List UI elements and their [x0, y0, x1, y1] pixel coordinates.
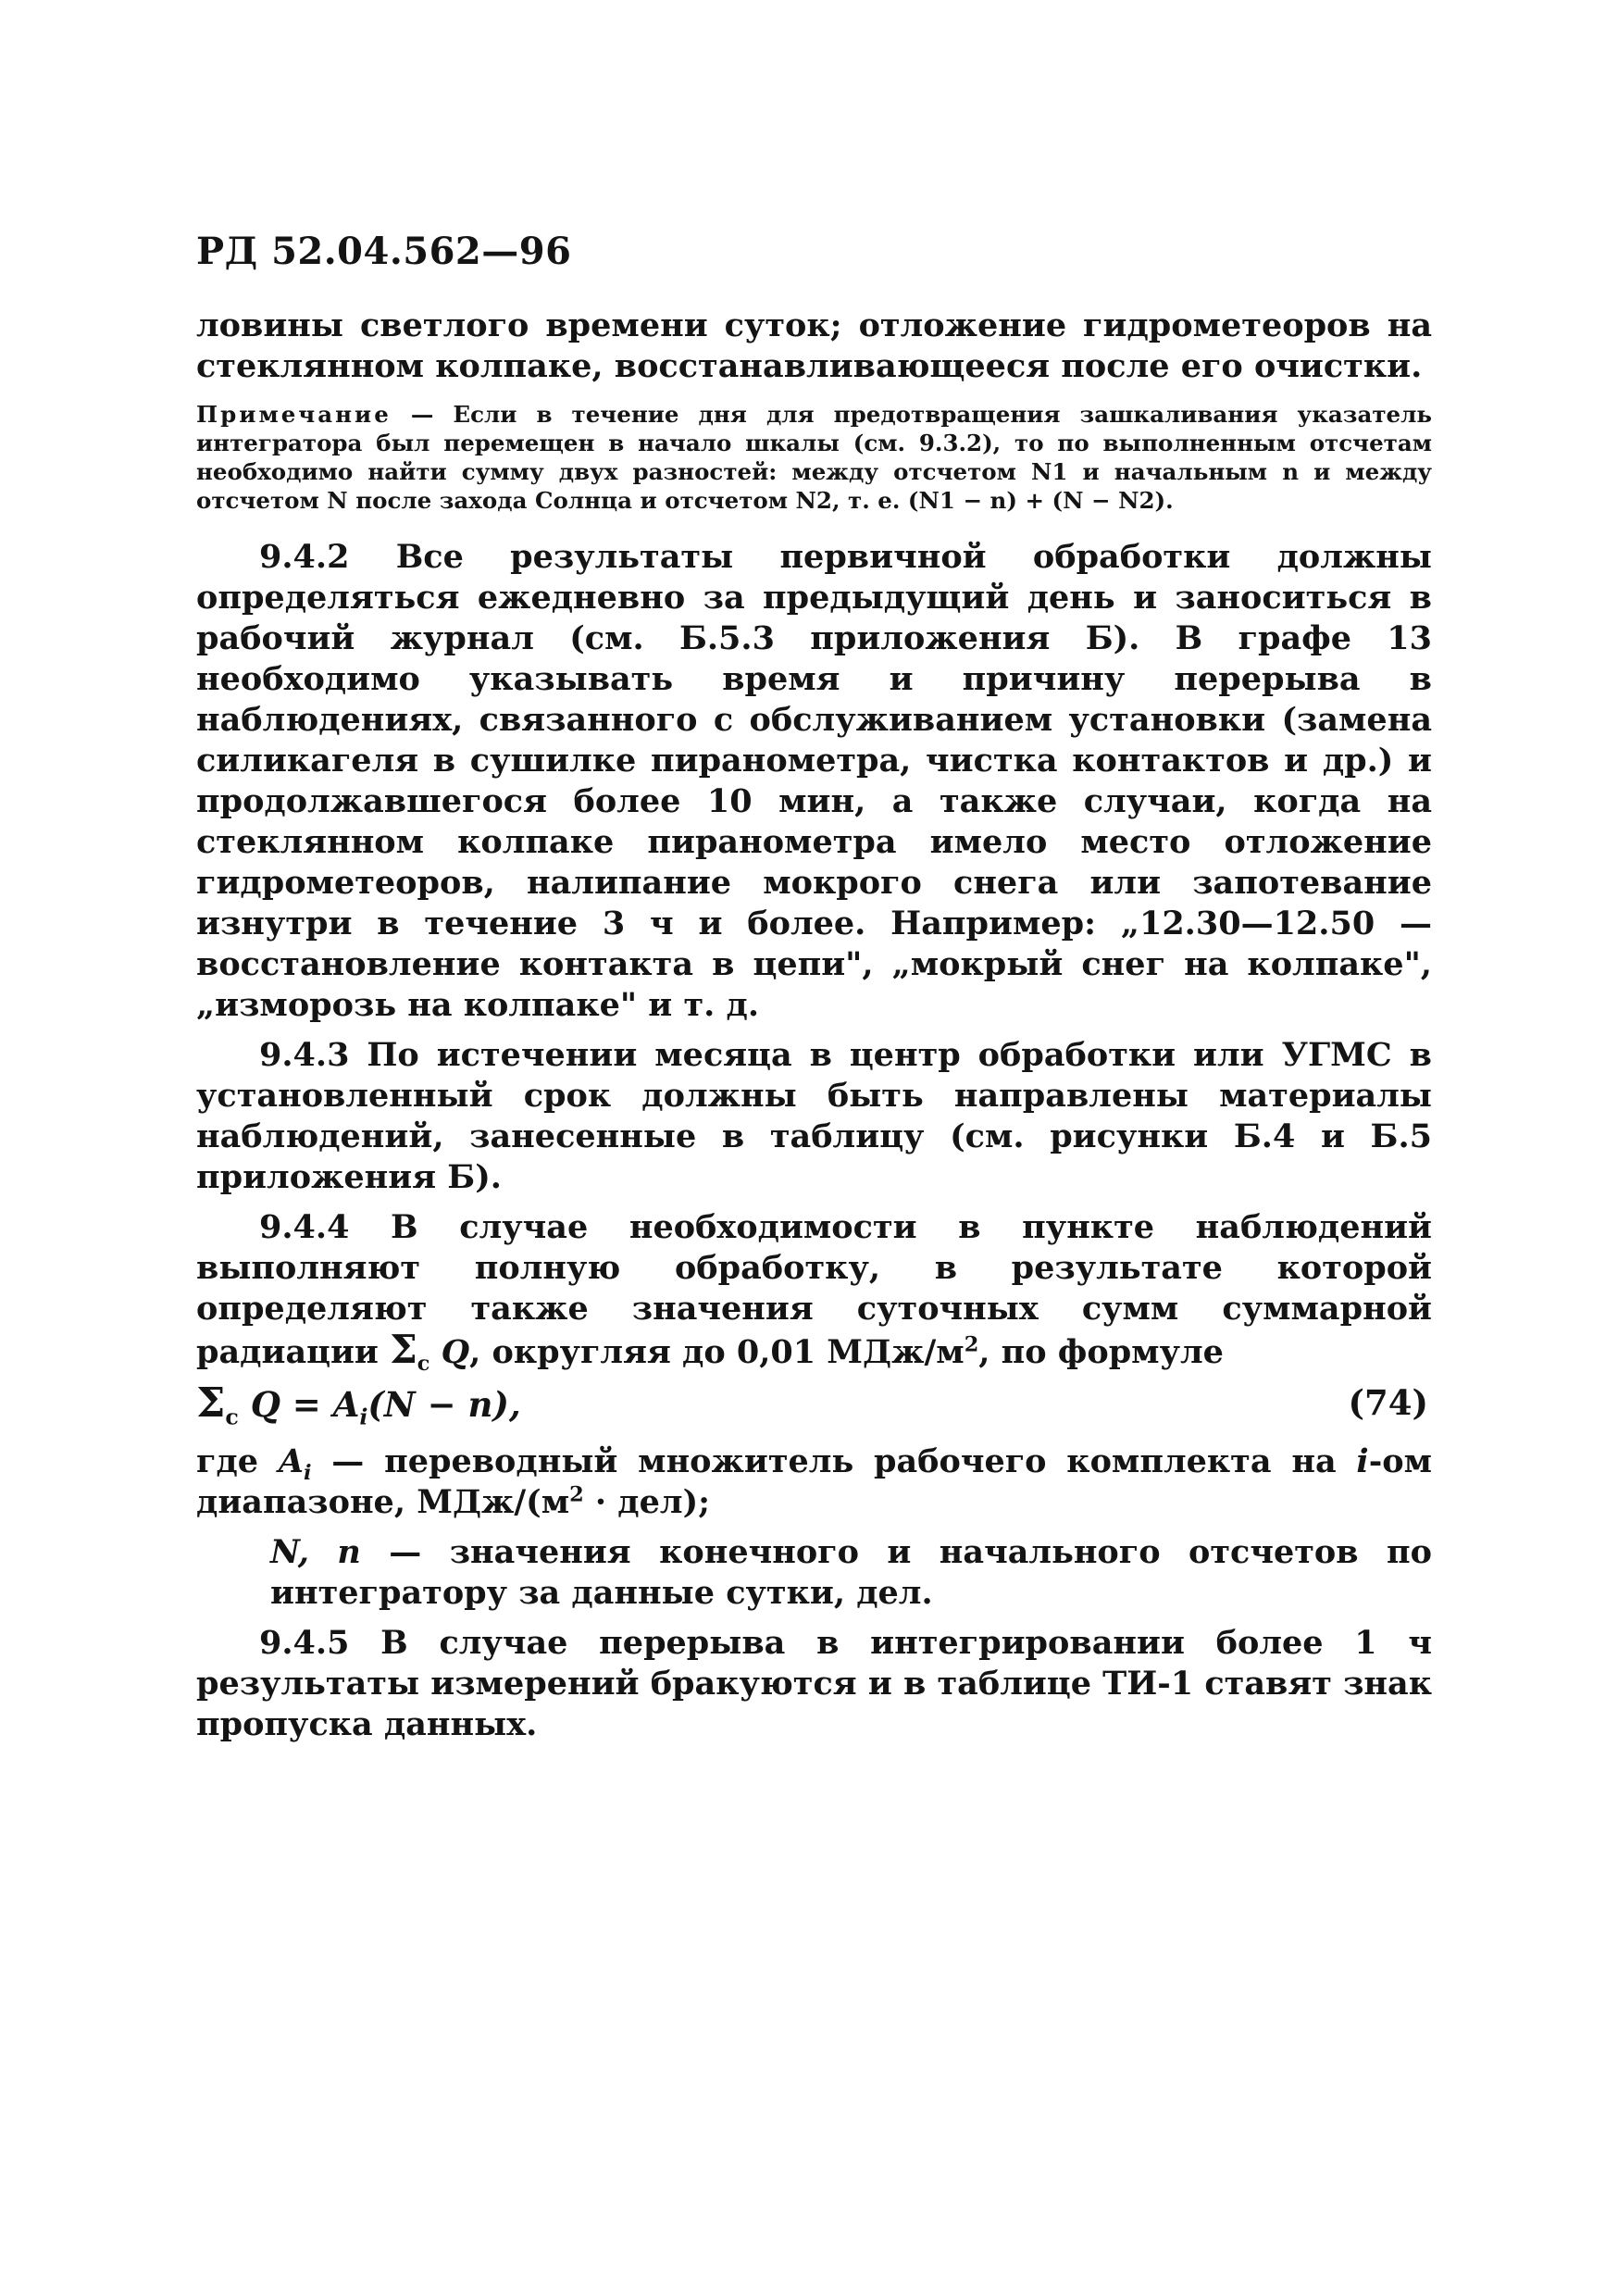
- ai-i: i: [1356, 1442, 1369, 1480]
- sum-symbol: Σ: [390, 1327, 417, 1372]
- formula-74: [196, 1379, 1432, 1430]
- section-9-4-4: [196, 1207, 1432, 1376]
- section-9-4-2: 9.4.2 Все результаты первичной обработки должны определяться ежедневно за предыдущий день и заноситься в рабочий журнал (см. Б.5.3 приложения Б). В графе 13 необходимо указывать время и причину перерыва в наблюдениях, связанного с обслуживанием установки (замена силикагеля в сушилке пиранометра, чистка контактов и др.) и продолжавшегося более 10 мин, а также случаи, когда на стеклянном колпаке пиранометра имело место отложение гидрометеоров, налипание мокрого снега или запотевание изнутри в течение 3 ч и более. Например: „12.30—12.50 — восстановление контакта в цепи", „мокрый снег на колпаке", „изморозь на колпаке" и т. д.: [196, 538, 1432, 1024]
- formula-expression: [196, 1379, 521, 1430]
- ai-symbol: A: [278, 1442, 304, 1480]
- formula-sum-symbol: Σ: [196, 1379, 226, 1427]
- ai-text-a: — переводный множитель рабочего комплекта на: [311, 1442, 1357, 1480]
- where-nn: [270, 1532, 1432, 1614]
- formula-rhs: (N − n),: [367, 1384, 521, 1425]
- lead-paragraph: ловины светлого времени суток; отложение гидрометеоров на стеклянном колпаке, восстанавливающееся после его очистки.: [196, 306, 1432, 385]
- section-9-4-4-text-a: 9.4.4 В случае необходимости в пункте наблюдений выполняют полную обработку, в результате которой определяют также значения суточных сумм суммарной радиации: [196, 1208, 1432, 1371]
- section-9-4-5: 9.4.5 В случае перерыва в интегрировании более 1 ч результаты измерений бракуются и в таблице ТИ-1 ставят знак пропуска данных.: [196, 1624, 1432, 1743]
- formula-lhs: Q = A: [238, 1384, 360, 1425]
- sum-subscript: с: [417, 1352, 430, 1376]
- q-symbol: Q: [429, 1333, 470, 1371]
- where-prefix: где: [196, 1442, 279, 1480]
- section-9-4-4-text-c: , по формуле: [978, 1333, 1224, 1371]
- ai-superscript: 2: [569, 1482, 584, 1507]
- formula-lhs-subscript: i: [359, 1404, 368, 1430]
- nn-text: — значения конечного и начального отсчетов по интегратору за данные сутки, дел.: [270, 1533, 1432, 1612]
- note-label: Примечание: [196, 401, 392, 428]
- document-body: [196, 306, 1432, 1754]
- section-9-4-4-text-b: , округляя до 0,01 МДж/м: [469, 1333, 965, 1371]
- note-paragraph: [196, 400, 1432, 515]
- note-text: — Если в течение дня для предотвращения зашкаливания указатель интегратора был перемещен в начало шкалы (см. 9.3.2), то по выполненным отсчетам необходимо найти сумму двух разностей: между отсчетом N1 и начальным n и между отсчетом N после захода Солнца и отсчетом N2, т. е. (N1 − n) + (N − N2).: [196, 401, 1432, 514]
- formula-number: (74): [1348, 1382, 1428, 1423]
- where-ai: [196, 1441, 1432, 1523]
- nn-symbols: N, n: [270, 1533, 361, 1571]
- document-header: РД 52.04.562—96: [196, 230, 572, 273]
- formula-sum-subscript: с: [225, 1404, 239, 1430]
- ai-text-b: -ом диапазоне, МДж/(м: [196, 1442, 1432, 1521]
- ai-subscript: i: [304, 1461, 312, 1485]
- ai-text-c: · дел);: [583, 1483, 711, 1521]
- unit-superscript: 2: [964, 1332, 979, 1357]
- section-9-4-3: 9.4.3 По истечении месяца в центр обработки или УГМС в установленный срок должны быть направлены материалы наблюдений, занесенные в таблицу (см. рисунки Б.4 и Б.5 приложения Б).: [196, 1036, 1432, 1196]
